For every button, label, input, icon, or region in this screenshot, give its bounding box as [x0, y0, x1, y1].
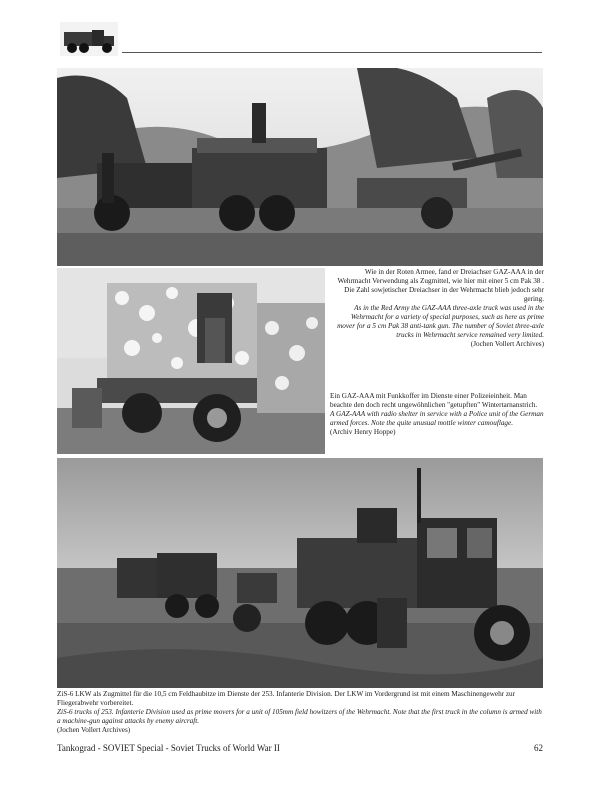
- photo-gaz-aaa-towing-pak: [57, 68, 543, 266]
- caption-middle-right-credit: (Archiv Henry Hoppe): [330, 428, 396, 436]
- caption-middle-right-english: A GAZ-AAA with radio shelter in service with a Police unit of the German armed forces. Note the quite unusual mottle winter camouflage.: [330, 410, 544, 427]
- page-number: 62: [534, 743, 543, 753]
- caption-top-right-english: As in the Red Army the GAZ-AAA three-axle truck was used in the Wehrmacht for a variety of special purposes, such as here as prime mover for a 5 cm Pak 38 anti-tank gun. The number of Soviet three-axle trucks in Wehrmacht service remained very limited.: [337, 304, 544, 339]
- caption-bottom-german: ZiS-6 LKW als Zugmittel für die 10,5 cm Feldhaubitze im Dienste der 253. Infanterie Division. Der LKW im Vordergrund ist mit einem Maschinengewehr zur Fliegerabwehr vorbereitet.: [57, 690, 516, 707]
- footer-title: Tankograd - SOVIET Special - Soviet Trucks of World War II: [57, 743, 280, 753]
- caption-top-right-german: Wie in der Roten Armee, fand er Dreiachser GAZ-AAA in der Wehrmacht Verwendung als Zugmittel, wie hier mit einer 5 cm Pak 38 . Die Zahl sowjetischer Dreiachser in der Wehrmacht blieb jedoch sehr gering.: [337, 268, 544, 303]
- page-footer: [57, 743, 543, 753]
- caption-bottom: [57, 690, 543, 735]
- caption-middle-right-german: Ein GAZ-AAA mit Funkkoffer im Dienste einer Polizeieinheit. Man beachte den doch recht ungewöhnlichen "getupften" Wintertarnanstrich.: [330, 392, 538, 409]
- truck-icon: [60, 22, 118, 56]
- caption-top-right: [332, 268, 544, 349]
- photo-zis-6-convoy: [57, 458, 543, 688]
- caption-bottom-english: ZiS-6 trucks of 253. Infanterie Division used as prime movers for a unit of 105mm field howitzers of the Wehrmacht. Note that the first truck in the column is armed with a machine-gun against attacks by enemy aircraft.: [57, 708, 542, 725]
- caption-bottom-credit: (Jochen Vollert Archives): [57, 726, 131, 734]
- header-rule: [122, 52, 542, 53]
- caption-top-right-credit: (Jochen Vollert Archives): [470, 340, 544, 348]
- photo-gaz-aaa-radio-shelter: [57, 268, 325, 454]
- caption-middle-right: [330, 392, 544, 437]
